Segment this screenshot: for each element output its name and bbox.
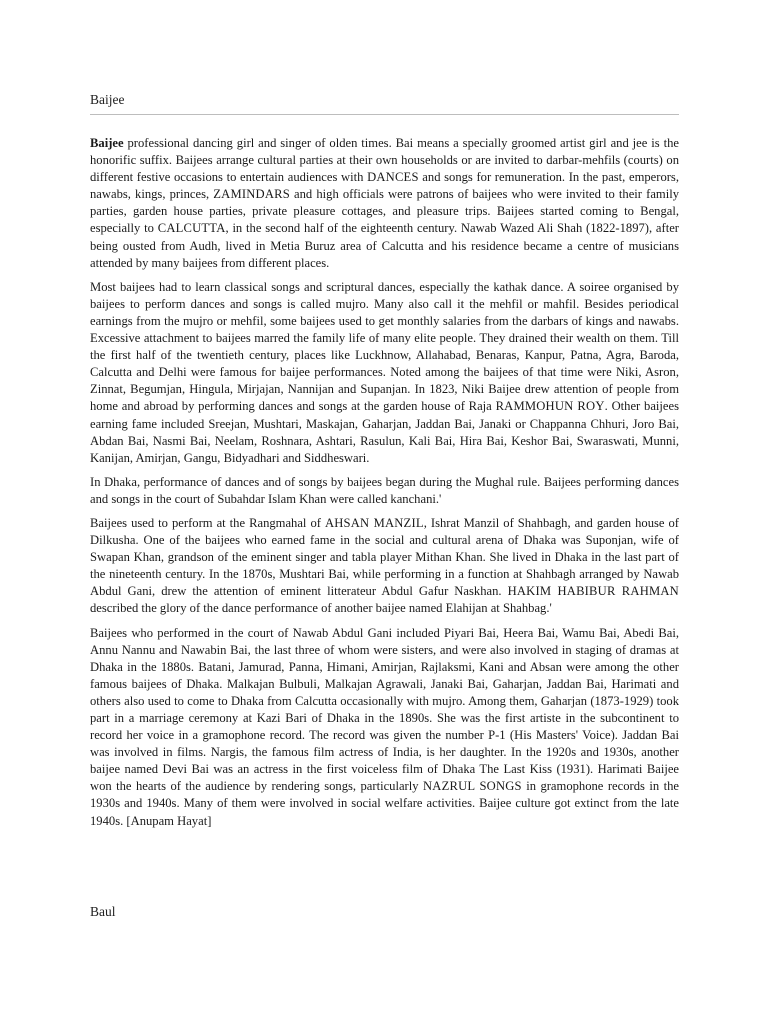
text-run: , Ishrat Manzil of Shahbagh, and garden house of Dilkusha. One of the baijees who earned fame in the social and cultural arena of Dhaka was Suponjan, wife of Swapan Khan, grandson of the eminent singer and tabla player Mithan Khan. She lived in Dhaka in the last part of the nineteenth century. In the 1870s, Mushtari Bai, while performing in a function at Shahbagh arranged by Nawab Abdul Gani, drew the attention of eminent litterateur Abdul Gafur Naskhan. [90, 515, 679, 599]
text-run: Baijees who performed in the court of Nawab Abdul Gani included Piyari Bai, Heera Bai, Wamu Bai, Abedi Bai, Annu Nannu and Nawabin Bai, the last three of whom were sisters, and were also involved in staging of dramas at Dhaka in the 1880s. Batani, Jamurad, Panna, Himani, Amirjan, Rajlaksmi, Kani and Absan were among the other famous baijees of Dhaka. Malkajan Bulbuli, Malkajan Agrawali, Janaki Bai, Gaharjan, Jaddan Bai, Harimati and others also used to come to Dhaka from Calcutta occasionally with mujro. Among them, Gaharjan (1873-1929) took part in a marriage ceremony at Kazi Bari of Dhaka in the 1890s. She was the first artiste in the subcontinent to record her voice in a gramophone record. The record was given the number P-1 (His Masters' Voice). Jaddan Bai was involved in films. Nargis, the famous film actress of India, is her daughter. In the 1920s and 1930s, another baijee named Devi Bai was an actress in the first voiceless film of Dhaka The Last Kiss (1931). Harimati Baijee won the hearts of the audience by rendering songs, particularly [90, 625, 679, 794]
paragraph-5 [90, 625, 679, 830]
text-run: in gramophone records in the 1930s and 1940s. Many of them were involved in social welfare activities. Baijee culture got extinct from the late 1940s. [90, 779, 679, 828]
entry-term: Baijee [90, 136, 124, 150]
cross-ref-link-ahsan-manzil[interactable]: AHSAN MANZIL [324, 515, 424, 530]
text-run: professional dancing girl and singer of olden times. Bai means a specially groomed artist girl and jee is the honorific suffix. Baijees arrange cultural parties at their own households or are invited to darbar-mehfils (courts) on different festive occasions to entertain audiences with [90, 136, 679, 185]
text-run: Most baijees had to learn classical songs and scriptural dances, especially the kathak dance. A soiree organised by baijees to perform dances and songs is called mujro. Many also call it the mehfil or mahfil. Besides periodical earnings from the mujro or mehfil, some baijees used to get monthly salaries from the darbars of kings and nawabs. Excessive attachment to baijees marred the family life of many elite people. They drained their wealth on them. Till the first half of the twentieth century, places like Luckhnow, Allahabad, Benaras, Kanpur, Patna, Agra, Baroda, Calcutta and Delhi were famous for baijee performances. Noted among the baijees of that time were Niki, Asron, Zinnat, Begumjan, Hingula, Mirjajan, Nannijan and Supanjan. In 1823, Niki Baijee drew attention of people from home and abroad by performing dances and songs at the garden house of Raja [90, 279, 679, 414]
cross-ref-link-dances[interactable]: DANCES [367, 170, 419, 185]
running-head: Baijee [90, 92, 125, 107]
text-run: described the glory of the dance performance of another baijee named Elahijan at Shahbag.' [90, 601, 552, 616]
cross-ref-link-rammohun-roy[interactable]: RAMMOHUN ROY [495, 399, 605, 414]
text-run: and high officials were patrons of baijees who were invited to their family parties, garden house parties, private pleasure cottages, and pleasure trips. Baijees started coming to Bengal, especially to [90, 187, 679, 236]
text-run: . Other baijees earning fame included Sreejan, Mushtari, Maskajan, Gaharjan, Jaddan Bai, Janaki or Chappanna Chhuri, Joro Bai, Abdan Bai, Nasmi Bai, Neelam, Roshnara, Ashtari, Rasulun, Kali Bai, Hira Bai, Keshor Bai, Swaraswati, Munni, Kanijan, Amirjan, Gangu, Bidyadhari and Siddheswari. [90, 399, 679, 465]
article-body [90, 135, 679, 837]
paragraph-4 [90, 515, 679, 618]
next-entry-heading: Baul [90, 904, 116, 919]
paragraph-3: In Dhaka, performance of dances and of songs by baijees began during the Mughal rule. Baijees performing dances and songs in the court of Subahdar Islam Khan were called kanchani.' [90, 474, 679, 506]
text-run: Baijees used to perform at the Rangmahal of [90, 515, 325, 530]
cross-ref-link-hakim-habibur-rahman[interactable]: HAKIM HABIBUR RAHMAN [507, 584, 679, 599]
cross-ref-link-zamindars[interactable]: ZAMINDARS [213, 187, 290, 202]
cross-ref-link-calcutta[interactable]: CALCUTTA [157, 221, 226, 236]
text-run: , in the second half of the eighteenth century. Nawab Wazed Ali Shah (1822-1897), after being ousted from Audh, lived in Metia Buruz area of Calcutta and his residence became a centre of musicians attended by many baijees from different places. [90, 221, 679, 270]
cross-ref-link-nazrul-songs[interactable]: NAZRUL SONGS [423, 779, 522, 794]
author-credit: [Anupam Hayat] [126, 813, 212, 828]
paragraph-2 [90, 279, 679, 467]
paragraph-1 [90, 135, 679, 272]
text-run: and songs for remuneration. In the past, emperors, nawabs, kings, princes, [90, 170, 679, 202]
header-rule [90, 114, 679, 115]
